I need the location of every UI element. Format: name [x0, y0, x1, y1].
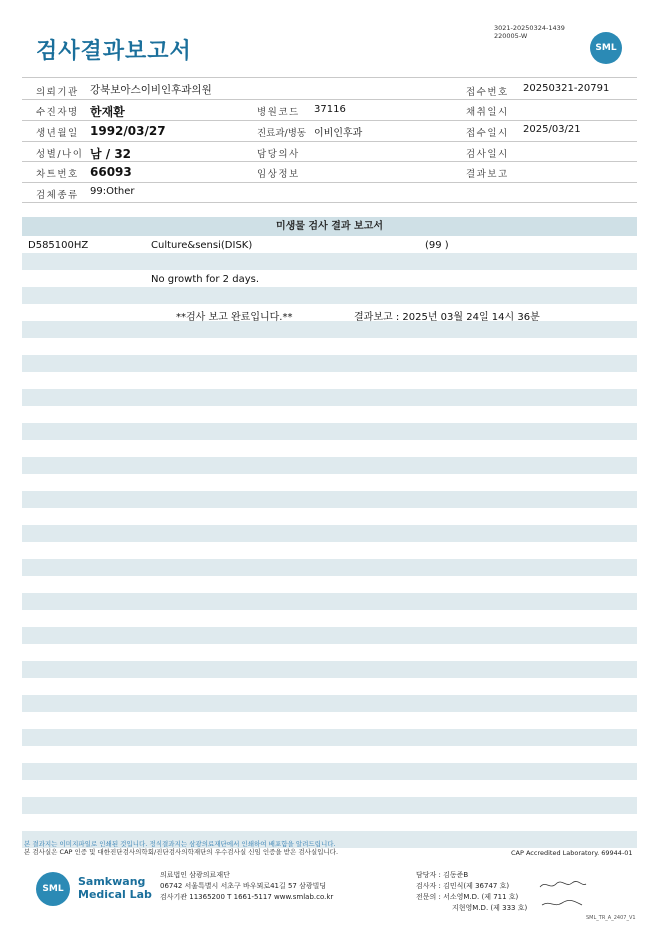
- brand-name-line2: Medical Lab: [78, 888, 152, 901]
- result-stripe: [22, 355, 637, 372]
- lab-address-line2: 06742 서울특별시 서초구 바우뫼로41길 57 삼광빌딩: [160, 882, 327, 890]
- birth-label: 생년월일: [36, 128, 79, 139]
- doctor-label: 담당의사: [257, 149, 300, 160]
- brand-name-line1: Samkwang: [78, 875, 146, 888]
- specimen-label: 검체종류: [36, 190, 79, 201]
- report-title: 검사결과보고서: [36, 39, 192, 64]
- chart-no-label: 차트번호: [36, 169, 79, 180]
- institution-label: 의뢰기관: [36, 87, 79, 98]
- receipt-no-label: 접수번호: [466, 87, 509, 98]
- dept-value: 이비인후과: [314, 128, 363, 139]
- lab-address: [160, 870, 333, 903]
- staff-list: [416, 870, 527, 914]
- info-table-bottom-rule: [22, 202, 637, 203]
- institution-value: 강북보아스이비인후과의원: [90, 84, 212, 96]
- birth-value: 1992/03/27: [90, 124, 166, 138]
- result-report-label: 결과보고: [466, 169, 509, 180]
- lab-address-line1: 의료법인 삼광의료재단: [160, 871, 230, 879]
- result-stripe: [22, 661, 637, 678]
- receipt-date-label: 접수일시: [466, 128, 509, 139]
- cap-accreditation: CAP Accredited Laboratory. 69944-01: [511, 849, 633, 857]
- result-stripe: [22, 253, 637, 270]
- test-date-label: 검사일시: [466, 149, 509, 160]
- receipt-date-value: 2025/03/21: [523, 124, 581, 135]
- footer-notice-line2: 본 검사실은 CAP 인증 및 대한진단검사의학회/진단검사의학재단의 우수검사실 신임 인증을 받은 검사실입니다.: [24, 848, 339, 856]
- report-time: 결과보고 : 2025년 03월 24일 14시 36분: [354, 312, 540, 323]
- report-complete-note: **검사 보고 완료입니다.**: [176, 312, 293, 323]
- info-table-top-rule: [22, 77, 637, 78]
- result-stripe: [22, 491, 637, 508]
- sml-logo-icon: SML: [36, 872, 70, 906]
- signature-icon: [538, 878, 588, 892]
- brand-name: [78, 875, 152, 901]
- result-stripe: [22, 389, 637, 406]
- collect-date-label: 채취일시: [466, 107, 509, 118]
- sex-age-label: 성별/나이: [36, 149, 84, 160]
- document-id-line1: 3021-20250324-1439: [494, 24, 565, 32]
- test-code: D585100HZ: [28, 240, 89, 251]
- result-stripe: [22, 559, 637, 576]
- staff-line4: 지현영M.D. (제 333 호): [452, 904, 528, 912]
- result-stripe: [22, 729, 637, 746]
- document-id: [494, 24, 565, 40]
- result-stripe: [22, 593, 637, 610]
- hospital-code-value: 37116: [314, 104, 346, 115]
- specimen-value: 99:Other: [90, 186, 135, 197]
- staff-line2: 검사자 : 김민식(제 36747 호): [416, 882, 510, 890]
- info-row-divider: [22, 141, 637, 142]
- result-stripe: [22, 695, 637, 712]
- clinical-info-label: 임상정보: [257, 169, 300, 180]
- signature-icon: [540, 897, 585, 911]
- result-stripe: [22, 423, 637, 440]
- culture-finding: No growth for 2 days.: [151, 274, 260, 285]
- receipt-no-value: 20250321-20791: [523, 83, 610, 94]
- footer-notice-line1: 본 결과지는 이미지파일로 인쇄된 것입니다. 정식결과지는 삼광의료재단에서 인쇄하여 배포함을 알려드립니다.: [24, 840, 336, 848]
- patient-label: 수진자명: [36, 107, 79, 118]
- specimen-code: (99 ): [425, 240, 449, 251]
- sex-age-value: 남 / 32: [90, 147, 132, 161]
- form-code: SML_TR_A_2407_V1: [586, 915, 636, 921]
- result-stripe: [22, 321, 637, 338]
- staff-line3: 전문의 : 서소영M.D. (제 711 호): [416, 893, 519, 901]
- lab-address-line3: 검사기관 11365200 T 1661-5117 www.smlab.co.kr: [160, 893, 334, 901]
- test-name: Culture&sensi(DISK): [151, 240, 253, 251]
- result-stripe: [22, 457, 637, 474]
- result-stripe: [22, 525, 637, 542]
- staff-line1: 담당자 : 김동준B: [416, 871, 469, 879]
- info-row-divider: [22, 120, 637, 121]
- chart-no-value: 66093: [90, 165, 132, 179]
- section-title: 미생물 검사 결과 보고서: [22, 217, 637, 236]
- info-row-divider: [22, 182, 637, 183]
- result-stripe: [22, 763, 637, 780]
- footer-notice: [24, 840, 338, 856]
- hospital-code-label: 병원코드: [257, 107, 300, 118]
- sml-logo-icon: SML: [590, 32, 622, 64]
- result-stripe: [22, 797, 637, 814]
- info-row-divider: [22, 99, 637, 100]
- patient-value: 한재환: [90, 105, 125, 119]
- dept-label: 진료과/병동: [257, 128, 307, 139]
- document-id-line2: 220005-W: [494, 32, 528, 40]
- result-stripe: [22, 627, 637, 644]
- result-stripe: [22, 287, 637, 304]
